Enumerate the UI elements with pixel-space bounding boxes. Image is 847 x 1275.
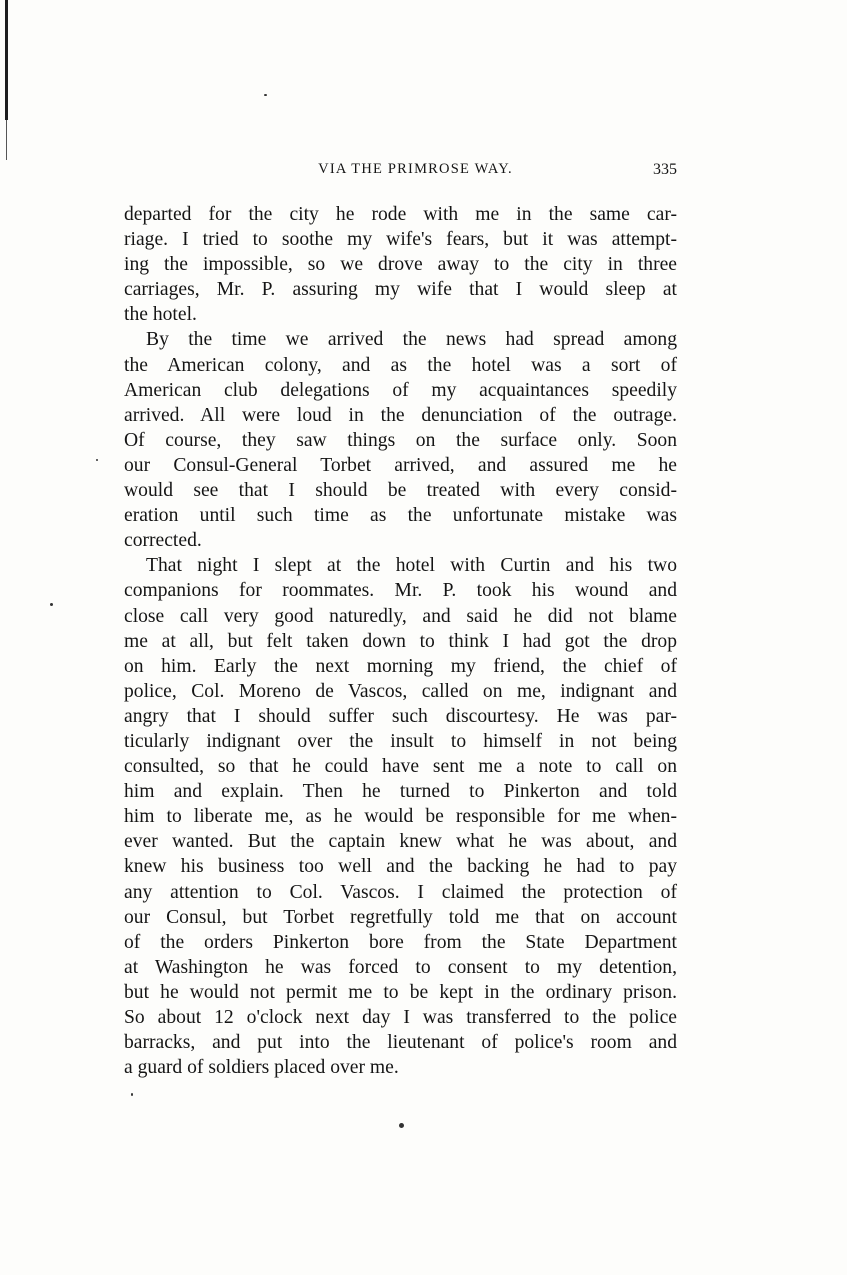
text-line: arrived. All were loud in the denunciation of the outrage. — [124, 404, 677, 426]
text-line: close call very good naturedly, and said he did not blame — [124, 605, 677, 627]
paragraph — [124, 327, 677, 553]
text-line: barracks, and put into the lieutenant of police's room and — [124, 1032, 677, 1054]
binding-edge — [5, 0, 8, 120]
text-line: me at all, but felt taken down to think I had got the drop — [124, 630, 677, 652]
text-line: companions for roommates. Mr. P. took his wound and — [124, 580, 677, 602]
text-line: American club delegations of my acquaintances speedily — [124, 379, 677, 401]
text-line: any attention to Col. Vascos. I claimed the protection of — [124, 881, 677, 903]
text-line: on him. Early the next morning my friend, the chief of — [124, 655, 677, 677]
text-line: ing the impossible, so we drove away to the city in three — [124, 254, 677, 276]
scan-speck — [131, 1093, 133, 1096]
text-line: consulted, so that he could have sent me a note to call on — [124, 756, 677, 778]
text-line: of the orders Pinkerton bore from the State Department — [124, 931, 677, 953]
page-number: 335 — [653, 161, 677, 178]
running-head — [124, 161, 677, 185]
text-line: our Consul, but Torbet regretfully told me that on account — [124, 906, 677, 928]
text-line: would see that I should be treated with every consid- — [124, 480, 677, 502]
text-line: carriages, Mr. P. assuring my wife that I would sleep at — [124, 279, 677, 301]
text-line: the American colony, and as the hotel was a sort of — [124, 354, 677, 376]
scan-speck — [399, 1123, 404, 1128]
text-line: riage. I tried to soothe my wife's fears, but it was attempt- — [124, 229, 677, 251]
text-line: So about 12 o'clock next day I was transferred to the police — [124, 1007, 677, 1028]
text-line: the hotel. — [124, 304, 197, 326]
paragraph — [124, 202, 677, 327]
text-line: our Consul-General Torbet arrived, and assured me he — [124, 454, 677, 476]
text-line: By the time we arrived the news had spread among — [146, 329, 677, 351]
text-line: him and explain. Then he turned to Pinkerton and told — [124, 781, 677, 803]
text-line: at Washington he was forced to consent to my detention, — [124, 956, 677, 978]
body-text — [124, 202, 677, 1080]
text-line: That night I slept at the hotel with Curtin and his two — [146, 555, 677, 577]
scan-speck — [264, 94, 267, 96]
text-line: ticularly indignant over the insult to himself in not being — [124, 730, 677, 752]
text-line: him to liberate me, as he would be responsible for me when- — [124, 806, 677, 828]
text-line: eration until such time as the unfortunate mistake was — [124, 505, 677, 527]
binding-edge-trail — [6, 120, 7, 160]
text-line: departed for the city he rode with me in the same car- — [124, 204, 677, 225]
text-line: knew his business too well and the backing he had to pay — [124, 856, 677, 878]
text-line: Of course, they saw things on the surface only. Soon — [124, 429, 677, 451]
text-line: corrected. — [124, 530, 202, 552]
running-head-title: VIA THE PRIMROSE WAY. — [318, 161, 513, 177]
scan-speck — [96, 459, 98, 461]
text-line: but he would not permit me to be kept in the ordinary prison. — [124, 981, 677, 1003]
text-line: ever wanted. But the captain knew what he was about, and — [124, 831, 677, 853]
text-line: police, Col. Moreno de Vascos, called on me, indignant and — [124, 680, 677, 702]
scan-speck — [50, 603, 53, 606]
text-line: a guard of soldiers placed over me. — [124, 1057, 399, 1079]
text-line: angry that I should suffer such discourtesy. He was par- — [124, 705, 677, 727]
paragraph — [124, 553, 677, 1080]
